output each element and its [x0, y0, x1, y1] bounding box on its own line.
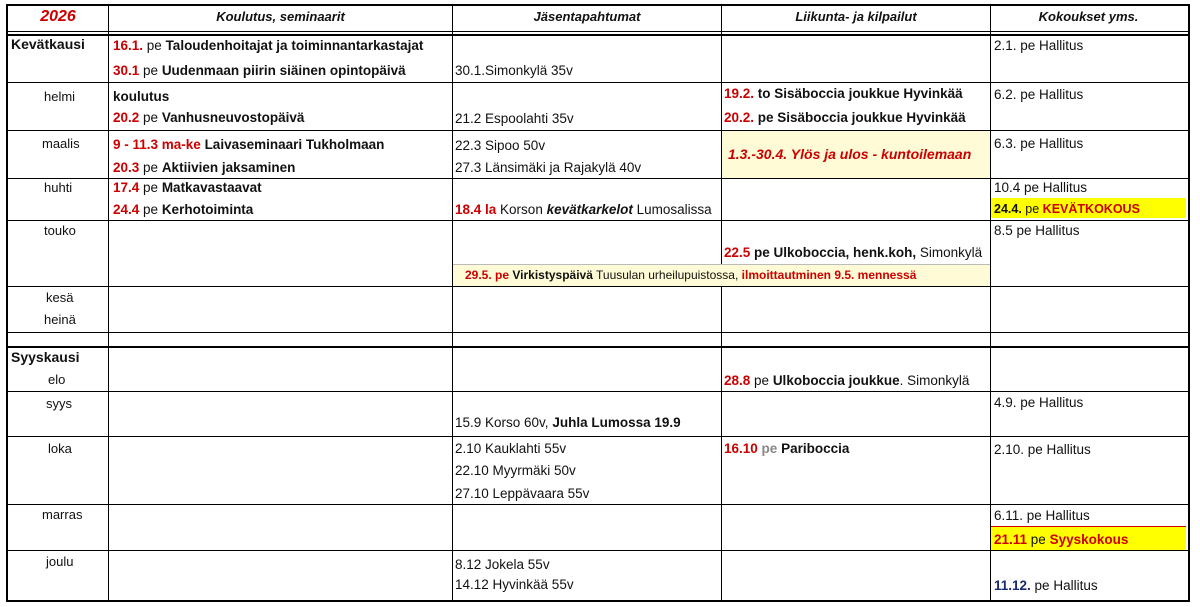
grid-line: [8, 346, 1188, 348]
column-header-liikunta: Liikunta- ja kilpailut: [795, 9, 917, 24]
month-label: helmi: [44, 89, 76, 104]
event-banner-text: 29.5. pe Virkistyspäivä Tuusulan urheilupuistossa, ilmoittautminen 9.5. mennessä: [465, 268, 917, 282]
column-header-kokoukset: Kokoukset yms.: [1038, 9, 1139, 24]
grid-line: [8, 332, 1188, 333]
grid-line: [8, 550, 1188, 551]
year-title: 2026: [40, 8, 76, 25]
grid-line: [452, 4, 453, 602]
member-event: 21.2 Espoolahti 35v: [455, 111, 574, 126]
grid-line: [8, 391, 1188, 392]
season-label-autumn: Syyskausi: [11, 349, 80, 365]
meeting-entry: 6.2. pe Hallitus: [994, 87, 1084, 102]
meeting-entry: 8.5 pe Hallitus: [994, 223, 1080, 238]
meeting-entry: 10.4 pe Hallitus: [994, 180, 1088, 195]
event-entry: 20.3 pe Aktiivien jaksaminen: [113, 160, 296, 175]
meeting-entry: 4.9. pe Hallitus: [994, 395, 1084, 410]
event-entry: 9 - 11.3 ma-ke Laivaseminaari Tukholmaan: [113, 137, 385, 152]
month-label: maalis: [42, 136, 80, 151]
sport-event: 16.10 pe Pariboccia: [724, 441, 850, 456]
grid-line: [8, 82, 1188, 83]
grid-line: [108, 4, 109, 602]
month-label: elo: [48, 372, 66, 387]
event-entry: 17.4 pe Matkavastaavat: [113, 180, 262, 195]
meeting-entry: 21.11 pe Syyskokous: [994, 532, 1129, 547]
event-entry: 16.1. pe Taloudenhoitajat ja toiminnantarkastajat: [113, 38, 424, 53]
event-entry: 24.4 pe Kerhotoiminta: [113, 202, 254, 217]
event-entry: 30.1 pe Uudenmaan piirin siäinen opintopäivä: [113, 63, 406, 78]
meeting-entry: 24.4. pe KEVÄTKOKOUS: [994, 202, 1140, 216]
member-event: 30.1.Simonkylä 35v: [455, 63, 573, 78]
member-event: 18.4 la Korson kevätkarkelot Lumosalissa: [455, 202, 712, 217]
sport-event: 1.3.-30.4. Ylös ja ulos - kuntoilemaan: [728, 146, 972, 162]
sport-event: 20.2. pe Sisäboccia joukkue Hyvinkää: [724, 110, 966, 125]
member-event: 27.3 Länsimäki ja Rajakylä 40v: [455, 160, 642, 175]
grid-line: [8, 436, 1188, 437]
event-entry: koulutus: [113, 89, 170, 104]
month-label: heinä: [44, 312, 76, 327]
grid-line: [8, 286, 1188, 287]
month-label: syys: [46, 396, 72, 411]
grid-line: [8, 130, 1188, 131]
meeting-entry: 6.11. pe Hallitus: [994, 508, 1090, 523]
member-event: 15.9 Korso 60v, Juhla Lumossa 19.9: [455, 415, 681, 430]
month-label: marras: [42, 507, 83, 522]
grid-line: [8, 34, 1188, 36]
grid-line: [8, 220, 1188, 221]
grid-line: [8, 31, 1188, 32]
meeting-entry: 2.10. pe Hallitus: [994, 442, 1091, 457]
month-label: kesä: [46, 290, 74, 305]
grid-line: [721, 4, 722, 602]
meeting-entry: 11.12. pe Hallitus: [994, 578, 1098, 593]
season-label-spring: Kevätkausi: [11, 36, 85, 52]
sport-event: 19.2. to Sisäboccia joukkue Hyvinkää: [724, 86, 963, 101]
month-label: loka: [48, 441, 72, 456]
member-event: 27.10 Leppävaara 55v: [455, 486, 590, 501]
column-header-jasen: Jäsentapahtumat: [533, 9, 641, 24]
grid-line: [8, 504, 1188, 505]
month-label: joulu: [46, 554, 74, 569]
member-event: 22.3 Sipoo 50v: [455, 138, 546, 153]
month-label: touko: [44, 223, 76, 238]
member-event: 8.12 Jokela 55v: [455, 557, 550, 572]
month-label: huhti: [44, 180, 73, 195]
column-header-koulutus: Koulutus, seminaarit: [216, 9, 345, 24]
grid-line: [990, 4, 991, 602]
member-event: 22.10 Myyrmäki 50v: [455, 463, 576, 478]
event-entry: 20.2 pe Vanhusneuvostopäivä: [113, 110, 305, 125]
meeting-entry: 6.3. pe Hallitus: [994, 136, 1084, 151]
member-event: 2.10 Kauklahti 55v: [455, 441, 567, 456]
meeting-entry: 2.1. pe Hallitus: [994, 38, 1084, 53]
sport-event: 22.5 pe Ulkoboccia, henk.koh, Simonkylä: [724, 245, 983, 260]
member-event: 14.12 Hyvinkää 55v: [455, 577, 574, 592]
sport-event: 28.8 pe Ulkoboccia joukkue. Simonkylä: [724, 373, 970, 388]
